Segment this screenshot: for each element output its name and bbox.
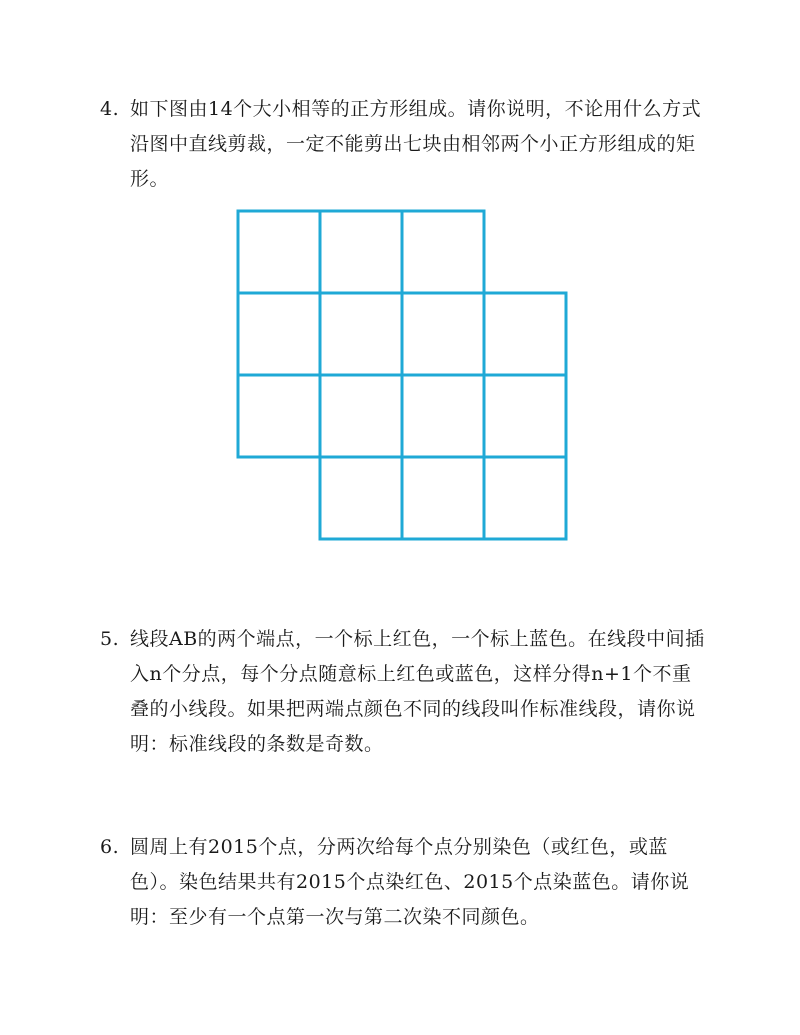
grid-square (238, 375, 320, 457)
grid-square (402, 375, 484, 457)
problem-number: 4. (100, 98, 120, 120)
grid-square (320, 375, 402, 457)
problem-text: 圆周上有2015个点，分两次给每个点分别染色（或红色，或蓝色）。染色结果共有2015个点染红色、2015个点染蓝色。请你说明：至少有一个点第一次与第二次染不同颜色。 (130, 836, 690, 928)
grid-square (238, 211, 320, 293)
grid-square (402, 457, 484, 539)
problem-number: 5. (100, 628, 120, 650)
problem-number: 6. (100, 836, 120, 858)
grid-square (484, 293, 566, 375)
grid-svg (235, 208, 569, 542)
grid-square (402, 211, 484, 293)
grid-square (238, 293, 320, 375)
problem-4 (100, 92, 710, 197)
grid-square (320, 211, 402, 293)
problem-text: 线段AB的两个端点，一个标上红色，一个标上蓝色。在线段中间插入n个分点，每个分点随意标上红色或蓝色，这样分得n+1个不重叠的小线段。如果把两端点颜色不同的线段叫作标准线段，请你说明：标准线段的条数是奇数。 (130, 628, 705, 755)
problem-5 (100, 622, 710, 762)
grid-square (484, 375, 566, 457)
square-grid-figure (235, 208, 569, 542)
grid-square (320, 293, 402, 375)
problem-text: 如下图由14个大小相等的正方形组成。请你说明，不论用什么方式沿图中直线剪裁，一定不能剪出七块由相邻两个小正方形组成的矩形。 (130, 98, 702, 190)
grid-square (402, 293, 484, 375)
problem-6 (100, 830, 710, 935)
grid-square (484, 457, 566, 539)
grid-square (320, 457, 402, 539)
